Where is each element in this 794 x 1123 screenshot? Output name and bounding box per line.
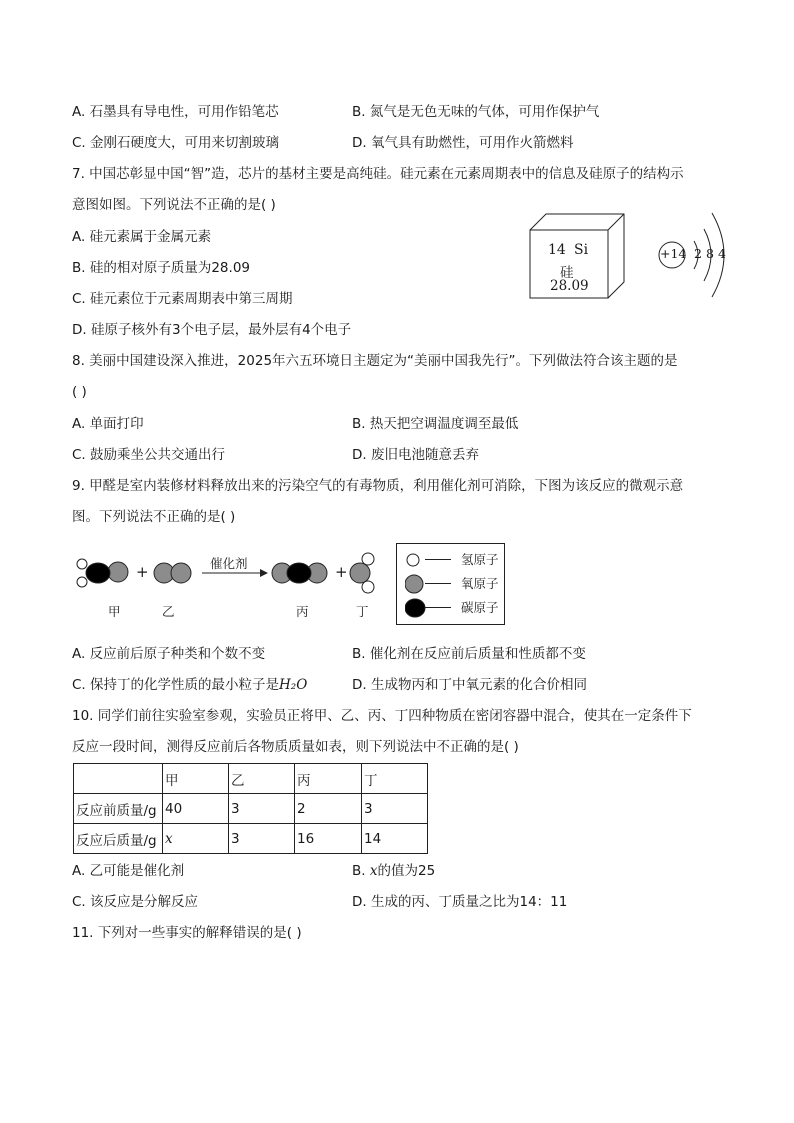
table-row: [74, 824, 428, 854]
table-cell: 丙: [295, 764, 362, 794]
q10-option-c: C. 该反应是分解反应: [72, 894, 199, 910]
q7-option-d: D. 硅原子核外有3个电子层，最外层有4个电子: [72, 322, 352, 338]
q9-stem-line1: 9. 甲醛是室内装修材料释放出来的污染空气的有毒物质，利用催化剂可消除，下图为该反应的微观示意: [72, 478, 684, 494]
q7-option-a: A. 硅元素属于金属元素: [72, 229, 212, 245]
label-bing: 丙: [296, 604, 309, 619]
plus-sign-2: +: [335, 563, 348, 581]
q11-stem: 11. 下列对一些事实的解释错误的是( ): [72, 925, 302, 941]
q6-option-b: B. 氮气是无色无味的气体，可用作保护气: [352, 104, 600, 120]
q8-option-b: B. 热天把空调温度调至最低: [352, 416, 519, 432]
molecule-ding: [350, 553, 374, 593]
table-row: [74, 794, 428, 824]
table-cell: 16: [295, 824, 362, 854]
table-cell: 甲: [163, 764, 229, 794]
legend-line: [425, 583, 451, 584]
q8-option-c: C. 鼓励乘坐公共交通出行: [72, 447, 226, 463]
q9-option-b: B. 催化剂在反应前后质量和性质都不变: [352, 646, 586, 662]
q6-option-c: C. 金刚石硬度大，可用来切割玻璃: [72, 135, 280, 151]
mass-table: [73, 763, 428, 854]
q10-option-a: A. 乙可能是催化剂: [72, 863, 185, 879]
q8-stem-line1: 8. 美丽中国建设深入推进，2025年六五环境日主题定为“美丽中国我先行”。下列做法符合该主题的是: [72, 353, 678, 369]
legend-carbon-label: 碳原子: [461, 600, 499, 615]
table-cell: 反应前质量/g: [74, 794, 163, 824]
q7-option-b: B. 硅的相对原子质量为28.09: [72, 260, 250, 276]
q10-stem-line2: 反应一段时间，测得反应前后各物质质量如表，则下列说法中不正确的是( ): [72, 739, 519, 755]
molecule-yi: [154, 563, 191, 583]
molecule-bing: [272, 563, 327, 583]
table-cell: [74, 764, 163, 794]
table-header-row: [74, 764, 428, 794]
q7-stem-line2: 意图如图。下列说法不正确的是( ): [72, 197, 276, 213]
plus-sign-1: +: [136, 563, 149, 581]
silicon-atom-structure: [654, 205, 734, 305]
q9-option-a: A. 反应前后原子种类和个数不变: [72, 646, 266, 662]
atom-nucleus: +14: [660, 246, 687, 261]
q10-option-b-suffix: 的值为25: [377, 863, 436, 879]
catalyst-label: 催化剂: [210, 556, 248, 571]
q10-option-b-prefix: B.: [352, 863, 370, 879]
table-cell: 3: [229, 824, 295, 854]
q6-option-a: A. 石墨具有导电性，可用作铅笔芯: [72, 104, 279, 120]
q9-option-c-text: C. 保持丁的化学性质的最小粒子是: [72, 677, 280, 693]
carbon-atom-icon: [405, 598, 429, 618]
atom-shell-1: 2: [694, 246, 702, 261]
q7-stem-line1: 7. 中国芯彰显中国“智”造，芯片的基材主要是高纯硅。硅元素在元素周期表中的信息及硅原子的结构示: [72, 166, 684, 182]
molecule-jia: [77, 559, 128, 587]
q10-option-b: [352, 861, 435, 881]
legend-line: [425, 607, 451, 608]
q8-option-a: A. 单面打印: [72, 416, 144, 432]
q9-option-c: [72, 675, 307, 695]
table-cell: 丁: [362, 764, 428, 794]
silicon-element-box: [526, 212, 626, 300]
legend-line: [425, 559, 451, 560]
oxygen-atom-icon: [405, 574, 425, 594]
table-cell: 3: [229, 794, 295, 824]
table-cell: 14: [362, 824, 428, 854]
label-jia: 甲: [108, 604, 121, 619]
element-mass: 28.09: [550, 278, 589, 294]
q9-option-d: D. 生成物丙和丁中氧元素的化合价相同: [352, 677, 587, 693]
q10-stem-line1: 10. 同学们前往实验室参观，实验员正将甲、乙、丙、丁四种物质在密闭容器中混合，使其在一定条件下: [72, 708, 692, 724]
label-yi: 乙: [162, 604, 175, 619]
water-formula: H₂O: [279, 677, 308, 693]
legend-oxygen-label: 氧原子: [461, 576, 499, 591]
element-symbol: Si: [574, 242, 589, 258]
q9-stem-line2: 图。下列说法不正确的是( ): [72, 509, 236, 525]
q10-option-d: D. 生成的丙、丁质量之比为14：11: [352, 894, 568, 910]
atom-shell-2: 8: [706, 246, 714, 261]
table-cell: 2: [295, 794, 362, 824]
table-cell: 乙: [229, 764, 295, 794]
q6-option-d: D. 氧气具有助燃性，可用作火箭燃料: [352, 135, 574, 151]
table-cell: 3: [362, 794, 428, 824]
atom-legend: [396, 543, 505, 625]
element-number: 14: [548, 242, 566, 258]
label-ding: 丁: [356, 604, 369, 619]
element-name: 硅: [560, 265, 574, 281]
variable-x: x: [369, 863, 378, 879]
q7-option-c: C. 硅元素位于元素周期表中第三周期: [72, 291, 293, 307]
atom-shell-3: 4: [718, 246, 726, 261]
q8-stem-line2: ( ): [72, 384, 87, 400]
table-cell: x: [163, 824, 229, 854]
q8-option-d: D. 废旧电池随意丢弃: [352, 447, 479, 463]
table-cell: 40: [163, 794, 229, 824]
legend-hydrogen-label: 氢原子: [461, 552, 499, 567]
table-cell: 反应后质量/g: [74, 824, 163, 854]
hydrogen-atom-icon: [405, 550, 421, 570]
